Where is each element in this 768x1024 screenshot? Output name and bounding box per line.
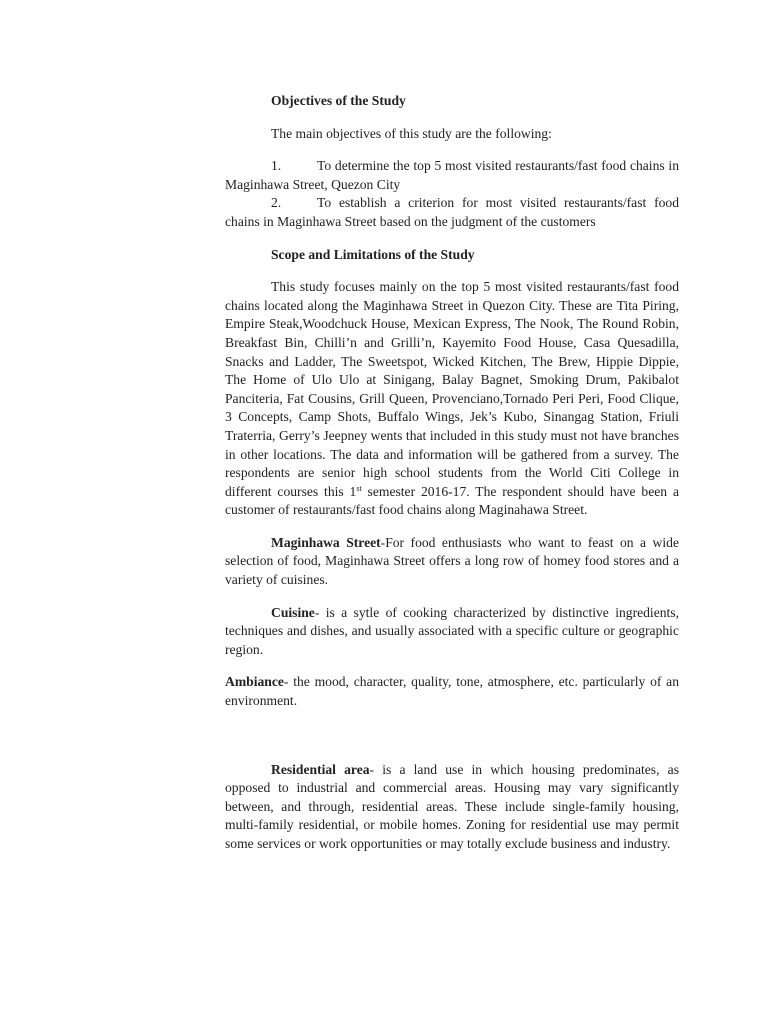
objective-number: 2. bbox=[271, 195, 282, 211]
objectives-intro: The main objectives of this study are the following: bbox=[271, 125, 552, 141]
definition-text: - the mood, character, quality, tone, atmosphere, etc. particularly of an environment. bbox=[225, 674, 679, 709]
definition-cuisine bbox=[225, 604, 679, 660]
scope-text-end: semester 2016-17. The respondent should have been a customer of restaurants/fast food chains along Maginahawa Street. bbox=[225, 483, 679, 518]
scope-heading: Scope and Limitations of the Study bbox=[271, 246, 475, 262]
definition-text: -For food enthusiasts who want to feast on a wide selection of food, Maginhawa Street offers a long row of homey food stores and a variety of cuisines. bbox=[225, 534, 679, 588]
objective-text: To establish a criterion for most visited restaurants/fast food chains in Maginhawa Street based on the judgment of the customers bbox=[225, 195, 679, 229]
definition-residential-area bbox=[225, 761, 679, 854]
scope-text: This study focuses mainly on the top 5 most visited restaurants/fast food chains located along the Maginhawa Street in Quezon City. These are Tita Piring, Empire Steak,Woodchuck House, Mexican Express, The Nook, The Round Robin, Breakfast Bin, Chilli’n and Grilli’n, Kayemito Food House, Casa Quesadilla, Snacks and Ladder, The Sweetspot, Wicked Kitchen, The Brew, Hippie Dippie, The Home of Ulo Ulo at Sinigang, Balay Bagnet, Smoking Drum, Pakibalot Panciteria, Fat Cousins, Grill Queen, Provenciano,Tornado Peri Peri, Food Clique, 3 Concepts, Camp Shots, Buffalo Wings, Jek’s Kubo, Sinangag Station, Friuli Traterria, Gerry’s Jeepney wents that included in this study must not have branches in other locations. The data and information will be gathered from a survey. The respondents are senior high school students from the World Citi College in different courses this 1 bbox=[225, 279, 679, 499]
objective-item-2 bbox=[225, 194, 679, 231]
definition-term: Ambiance bbox=[225, 674, 284, 690]
definition-text: - is a land use in which housing predominates, as opposed to industrial and commercial areas. Housing may vary significantly between, and through, residential areas. These include single-family housing, multi-family residential, or mobile homes. Zoning for residential use may permit some services or work opportunities or may totally exclude business and industry. bbox=[225, 761, 679, 851]
definition-term: Cuisine bbox=[271, 604, 315, 620]
objective-text: To determine the top 5 most visited restaurants/fast food chains in Maginhawa Street, Quezon City bbox=[225, 158, 679, 192]
objectives-heading: Objectives of the Study bbox=[271, 93, 406, 108]
definition-text: - is a sytle of cooking characterized by distinctive ingredients, techniques and dishes, and usually associated with a specific culture or geographic region. bbox=[225, 604, 679, 657]
definition-term: Maginhawa Street bbox=[271, 534, 381, 550]
objective-number: 1. bbox=[271, 158, 282, 174]
ordinal-superscript: st bbox=[356, 483, 362, 493]
definition-term: Residential area bbox=[271, 761, 370, 777]
scope-paragraph bbox=[225, 278, 679, 520]
definition-ambiance bbox=[225, 673, 679, 710]
objective-item-1 bbox=[225, 157, 679, 194]
document-body bbox=[225, 92, 679, 854]
definition-maginhawa-street bbox=[225, 534, 679, 590]
